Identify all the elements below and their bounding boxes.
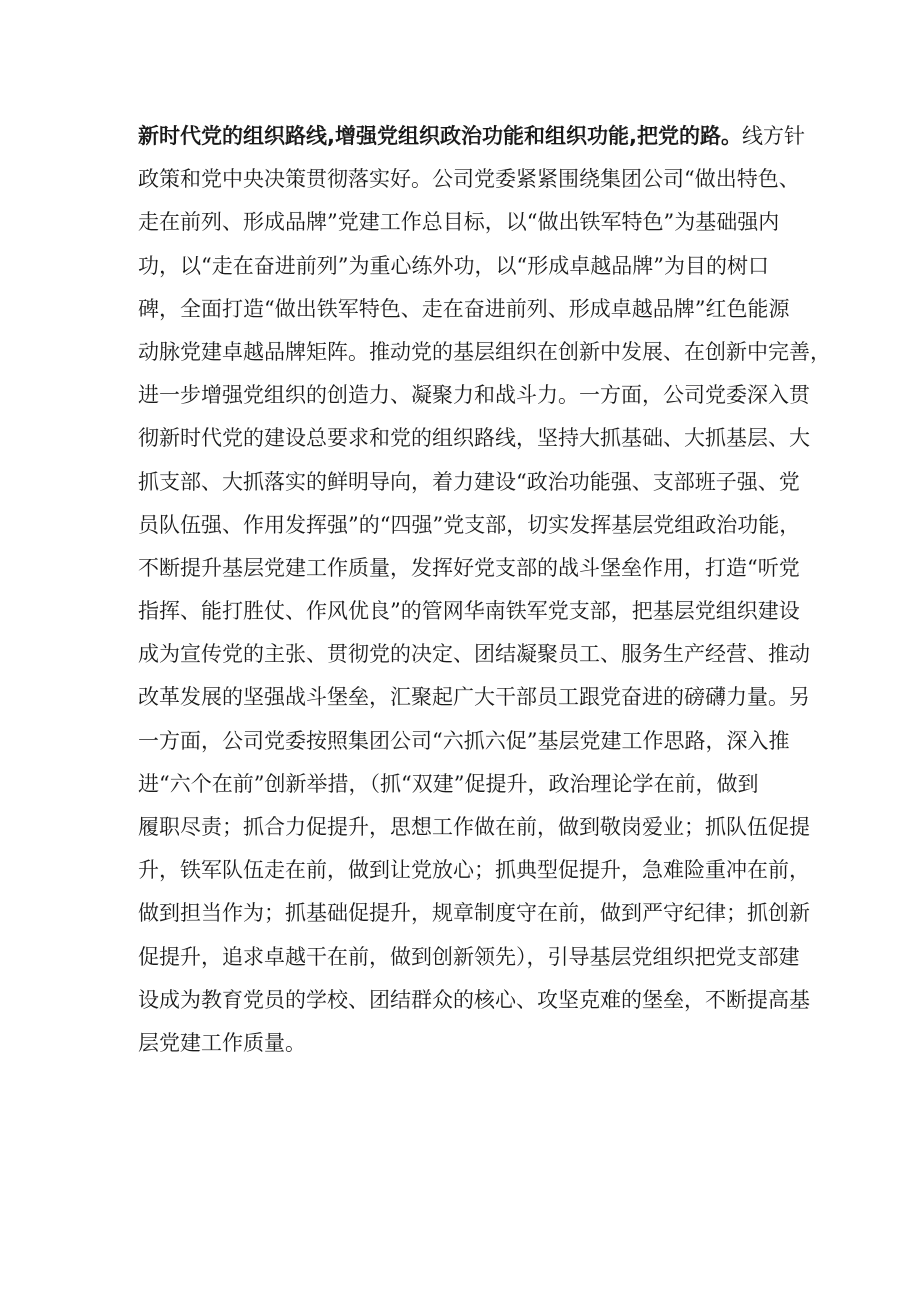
paragraph-line: 不断提升基层党建工作质量，发挥好党支部的战斗堡垒作用，打造“听党 [138,555,800,580]
paragraph-line: 走在前列、形成品牌”党建工作总目标，以“做出铁军特色”为基础强内 [138,210,780,235]
paragraph-line: 进一步增强党组织的创造力、凝聚力和战斗力。一方面，公司党委深入贯 [138,383,810,408]
paragraph-line: 一方面，公司党委按照集团公司“六抓六促”基层党建工作思路，深入推 [138,728,790,753]
paragraph-line: 员队伍强、作用发挥强”的“四强”党支部，切实发挥基层党组政治功能， [138,512,801,537]
paragraph-line: 动脉党建卓越品牌矩阵。推动党的基层组织在创新中发展、在创新中完善， [138,339,831,364]
paragraph-line: 政策和党中央决策贯彻落实好。公司党委紧紧围绕集团公司“做出特色、 [138,167,800,192]
paragraph-line: 抓支部、大抓落实的鲜明导向，着力建设“政治功能强、支部班子强、党 [138,469,800,494]
paragraph-line: 促提升，追求卓越干在前，做到创新领先），引导基层党组织把党支部建 [138,944,800,969]
paragraph-line: 履职尽责；抓合力促提升，思想工作做在前，做到敬岗爱业；抓队伍促提 [138,815,810,839]
paragraph-line-last: 层党建工作质量。 [138,1030,306,1055]
paragraph-line: 指挥、能打胜仗、作风优良”的管网华南铁军党支部，把基层党组织建设 [138,599,800,624]
lead-continuation: 线方针 [741,124,805,148]
paragraph-line: 升，铁军队伍走在前，做到让党放心；抓典型促提升，急难险重冲在前， [138,858,810,883]
paragraph-line: 进“六个在前”创新举措，（抓“双建”促提升，政治理论学在前，做到 [138,771,759,796]
paragraph-line: 改革发展的坚强战斗堡垒，汇聚起广大干部员工跟党奋进的磅礴力量。另 [138,685,810,710]
paragraph-line: 成为宣传党的主张、贯彻党的决定、团结凝聚员工、服务生产经营、推动 [138,642,810,667]
paragraph-line-1 [138,115,805,158]
bold-lead-text: 新时代党的组织路线,增强党组织政治功能和组织功能,把党的路。 [138,124,742,148]
paragraph-line: 彻新时代党的建设总要求和党的组织路线，坚持大抓基础、大抓基层、大 [138,426,810,451]
paragraph-line: 做到担当作为；抓基础促提升，规章制度守在前，做到严守纪律；抓创新 [138,901,810,926]
paragraph-line: 碑，全面打造“做出铁军特色、走在奋进前列、形成卓越品牌”红色能源 [138,296,790,321]
paragraph-line: 功，以“走在奋进前列”为重心练外功，以“形成卓越品牌”为目的树口 [138,253,769,278]
body-paragraph [138,115,831,1065]
paragraph-line: 设成为教育党员的学校、团结群众的核心、攻坚克难的堡垒，不断提高基 [138,987,810,1012]
